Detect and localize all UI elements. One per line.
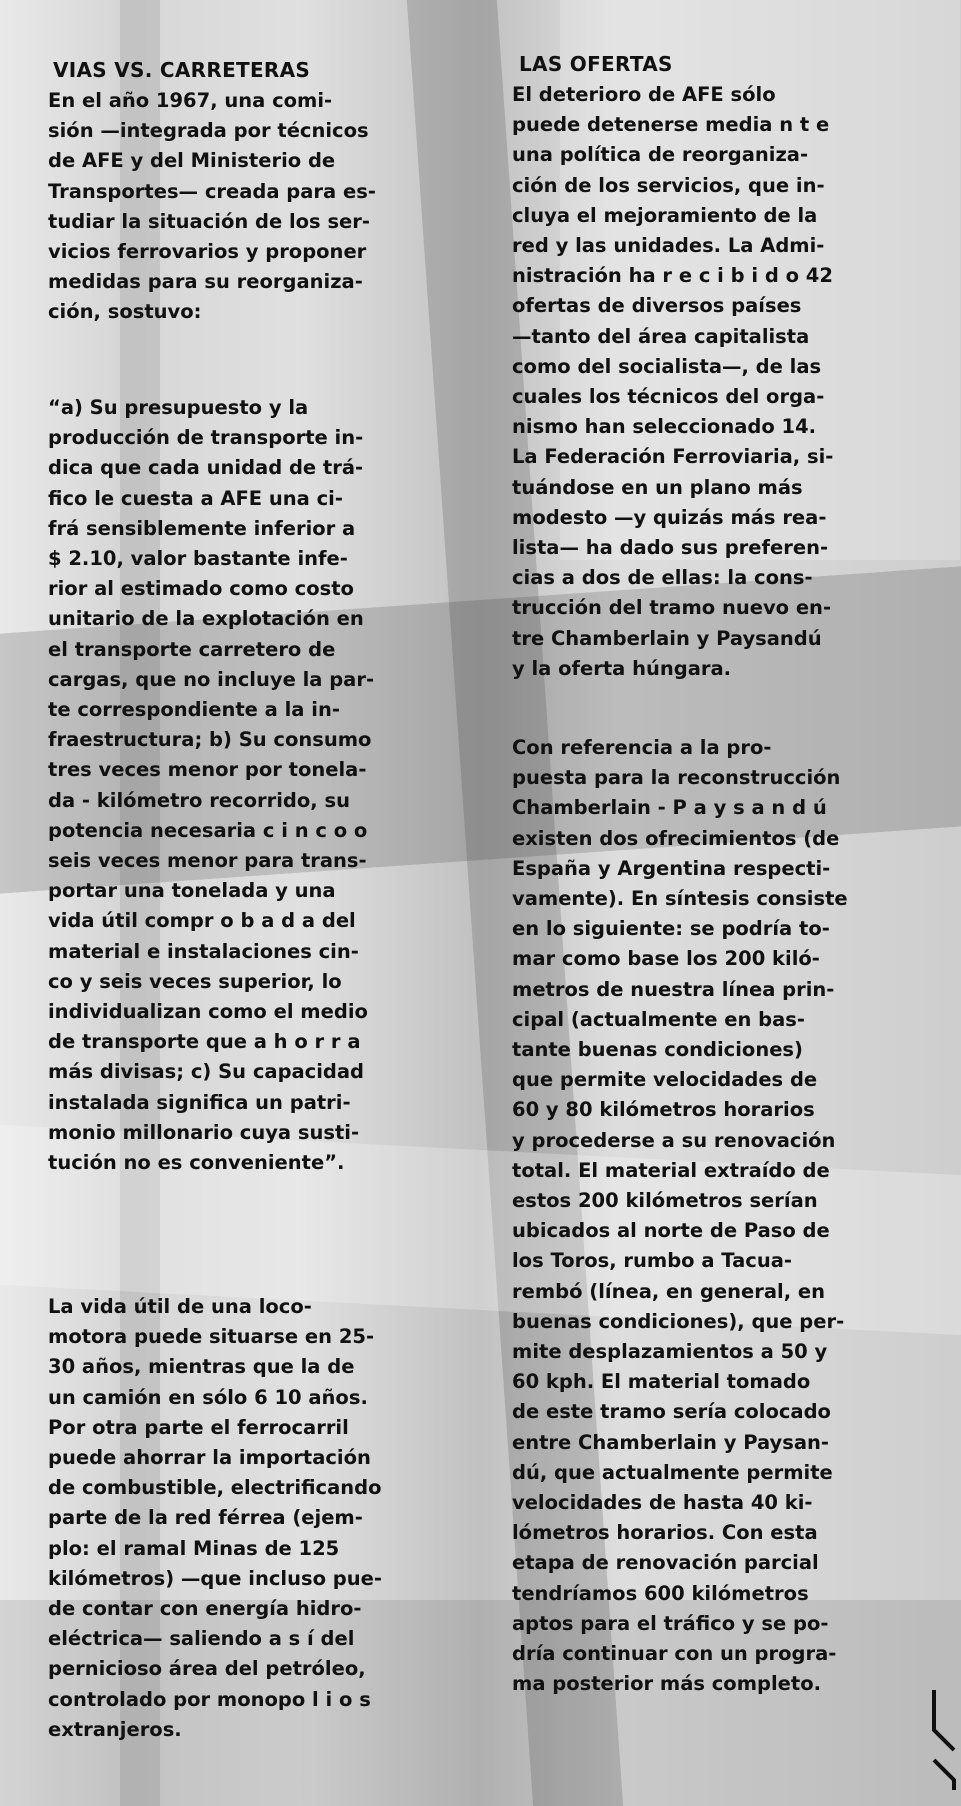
- paragraph: El deterioro de AFE sólo puede detenerse media n t e una política de reorganiza- ción de los servicios, que in- cluya el mejoramiento de la red y las unidades. La Admi- nistración ha r e c i b i d o 42 ofertas de diversos países —tanto del área capitalista como del socialista—, de las cuales los técnicos del orga- nismo han seleccionado 14. La Federación Ferroviaria, si- tuándose en un plano más modesto —y quizás más rea- lista— ha dado sus preferen- cias a dos de ellas: la cons- trucción del tramo nuevo en- tre Chamberlain y Paysandú y la oferta húngara.: [512, 83, 834, 680]
- section-heading-ofertas: LAS OFERTAS: [519, 52, 673, 76]
- section-heading-vias: VIAS VS. CARRETERAS: [53, 58, 311, 82]
- paragraph: En el año 1967, una comi- sión —integrada por técnicos de AFE y del Ministerio de Transportes— creada para es- tudiar la situación de los ser- vicios ferrovarios y proponer medidas para su reorganiza- ción, sostuvo:: [48, 89, 376, 324]
- paragraph: La vida útil de una loco- motora puede situarse en 25- 30 años, mientras que la de un camión en sólo 6 10 años. Por otra parte el ferrocarril puede ahorrar la importación de combustible, electrificando parte de la red férrea (ejem- plo: el ramal Minas de 125 kilómetros) —que incluso pue- de contar con energía hidro- eléctrica— saliendo a s í del pernicioso área del petróleo, controlado por monopo l i o s extranjeros.: [48, 1295, 382, 1741]
- arrow-mark-icon: [930, 1690, 958, 1790]
- paragraph: Con referencia a la pro- puesta para la reconstrucción Chamberlain - P a y s a n d ú existen dos ofrecimientos (de España y Argentina respecti- vamente). En síntesis consiste en lo siguiente: se podría to- mar como base los 200 kiló- metros de nuestra línea prin- cipal (actualmente en bas- tante buenas condiciones) que permite velocidades de 60 y 80 kilómetros horarios y procederse a su renovación total. El material extraído de estos 200 kilómetros serían ubicados al norte de Paso de los Toros, rumbo a Tacua- rembó (línea, en general, en buenas condiciones), que per- mite desplazamientos a 50 y 60 kph. El material tomado de este tramo sería colocado entre Chamberlain y Paysan- dú, que actualmente permite velocidades de hasta 40 ki- lómetros horarios. Con esta etapa de renovación parcial tendríamos 600 kilómetros aptos para el tráfico y se po- dría continuar con un progra- ma posterior más completo.: [512, 736, 848, 1696]
- quote-paragraph: “a) Su presupuesto y la producción de transporte in- dica que cada unidad de trá- fico le cuesta a AFE una ci- frá sensiblemente inferior a $ 2.10, valor bastante infe- rior al estimado como costo unitario de la explotación en el transporte carretero de cargas, que no incluye la par- te correspondiente a la in- fraestructura; b) Su consumo tres veces menor por tonela- da - kilómetro recorrido, su potencia necesaria c i n c o o seis veces menor para trans- portar una tonelada y una vida útil compr o b a d a del material e instalaciones cin- co y seis veces superior, lo individualizan como el medio de transporte que a h o r r a más divisas; c) Su capacidad instalada significa un patri- monio millonario cuya susti- tución no es conveniente”.: [48, 396, 375, 1175]
